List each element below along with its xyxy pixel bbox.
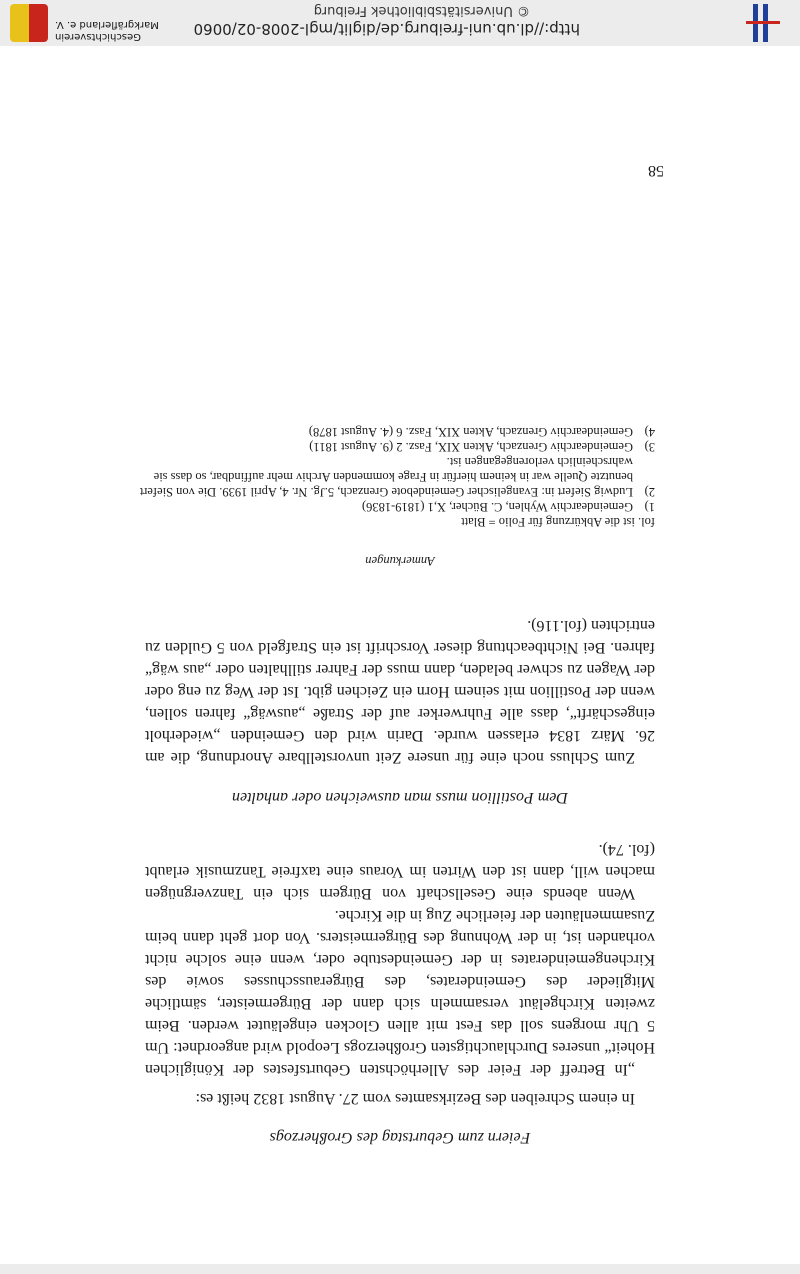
ub-freiburg-logo-icon[interactable] xyxy=(744,0,788,46)
footnote-number: 1) xyxy=(644,500,655,514)
paragraph-text: In einem Schreiben des Bezirksamtes vom 27. August 1832 heißt es: xyxy=(195,1090,635,1107)
coat-of-arms-icon[interactable] xyxy=(10,4,48,42)
footer-bar xyxy=(0,0,800,46)
footnote-text: Ludwig Siefert in: Evangelischer Gemeindebote Grenzach, 5.Jg. Nr. 4, April 1939. Die von Siefert benutzte Quelle war in keinem hierfür in Frage kommenden Archiv mehr auffindbar, so dass sie wahrscheinlich verlorengegangen ist. xyxy=(139,455,633,499)
footnote-text: Gemeindearchiv Wyhlen, C. Bücher, X,1 (1819-1836) xyxy=(361,500,633,514)
copyright-text: © Universitätsbibliothek Freiburg xyxy=(313,3,530,18)
paragraph-text: Wenn abends eine Gesellschaft von Bürgern sich ein Tanzvergnügen machen will, dann ist den Wirten im Voraus eine taxfreie Tanzmusik erlaubt (fol. 74). xyxy=(145,841,655,902)
paragraph-text: „In Betreff der Feier des Allerhöchsten Geburtsfestes der Königlichen Hoheit“ unseres Durchlauchtigsten Großherzogs Leopold wird angeordnet: Um 5 Uhr morgens soll das Fest mit allen Glocken eingeläutet werden. Beim zweiten Kirchgeläut versammeln sich dann der Bürgermeister, sämtliche Mitglieder des Gemeinderates, des Bürgerausschusses sowie des Kirchengemeinderates in der Gemeindestube oder, wenn eine solche nicht vorhanden ist, in der Wohnung des Bürgermeisters. Von dort geht dann beim Zusammenläuten der feierliche Zug in die Kirche. xyxy=(145,907,655,1078)
paragraph-dance xyxy=(145,838,655,904)
footnote-item xyxy=(135,499,655,514)
footnote-number: 3) xyxy=(644,440,655,454)
section-heading-birthday: Feiern zum Geburtstag des Großherzogs xyxy=(269,1129,531,1146)
footnote-text: Gemeindearchiv Grenzach, Akten XIX, Fasz. 2 (9. August 1811) xyxy=(309,440,633,454)
footnote-item xyxy=(135,424,655,439)
footnote-item xyxy=(135,439,655,454)
paragraph-text: Zum Schluss noch eine für unsere Zeit unvorstellbare Anordnung, die am 26. März 1834 erlassen wurde. Darin wird den Gemeinden „wiederholt eingeschärft“, dass alle Fuhrwerker auf der Straße „auswäg“ fahren sollen, wenn der Postillion mit seinem Horn ein Zeichen gibt. Ist der Weg zu eng oder der Wagen zu schwer beladen, dann muss der Fahrer stillhalten oder „aus wäg“ fahren. Bei Nichtbeachtung dieser Vorschrift ist ein Strafgeld von 5 Gulden zu entrichten (fol.116). xyxy=(145,617,655,766)
document-url-link[interactable]: http://dl.ub.uni-freiburg.de/diglit/mgl-2008-02/0060 xyxy=(193,20,580,38)
footnote-number: 2) xyxy=(644,485,655,499)
page-number: 58 xyxy=(648,162,664,179)
paragraph-postillion xyxy=(145,614,655,768)
crest-name-line: Geschichtsverein xyxy=(55,31,141,42)
notes-heading: Anmerkungen xyxy=(365,554,435,568)
footnote-text: Gemeindearchiv Grenzach, Akten XIX, Fasz. 6 (4. August 1878) xyxy=(308,425,633,439)
section-heading-postillion: Dem Postillion muss man ausweichen oder anhalten xyxy=(232,789,568,806)
crest-name xyxy=(55,18,205,42)
header-strip xyxy=(0,1264,800,1274)
notes-intro: fol. ist die Abkürzung für Folio = Blatt xyxy=(461,515,655,529)
footnotes xyxy=(135,424,655,529)
paragraph-quote xyxy=(145,904,655,1080)
paragraph-intro xyxy=(145,1087,655,1109)
crest-name-line: Markgräflerland e. V. xyxy=(55,19,159,30)
footnote-item xyxy=(135,454,655,499)
footnote-number: 4) xyxy=(644,425,655,439)
